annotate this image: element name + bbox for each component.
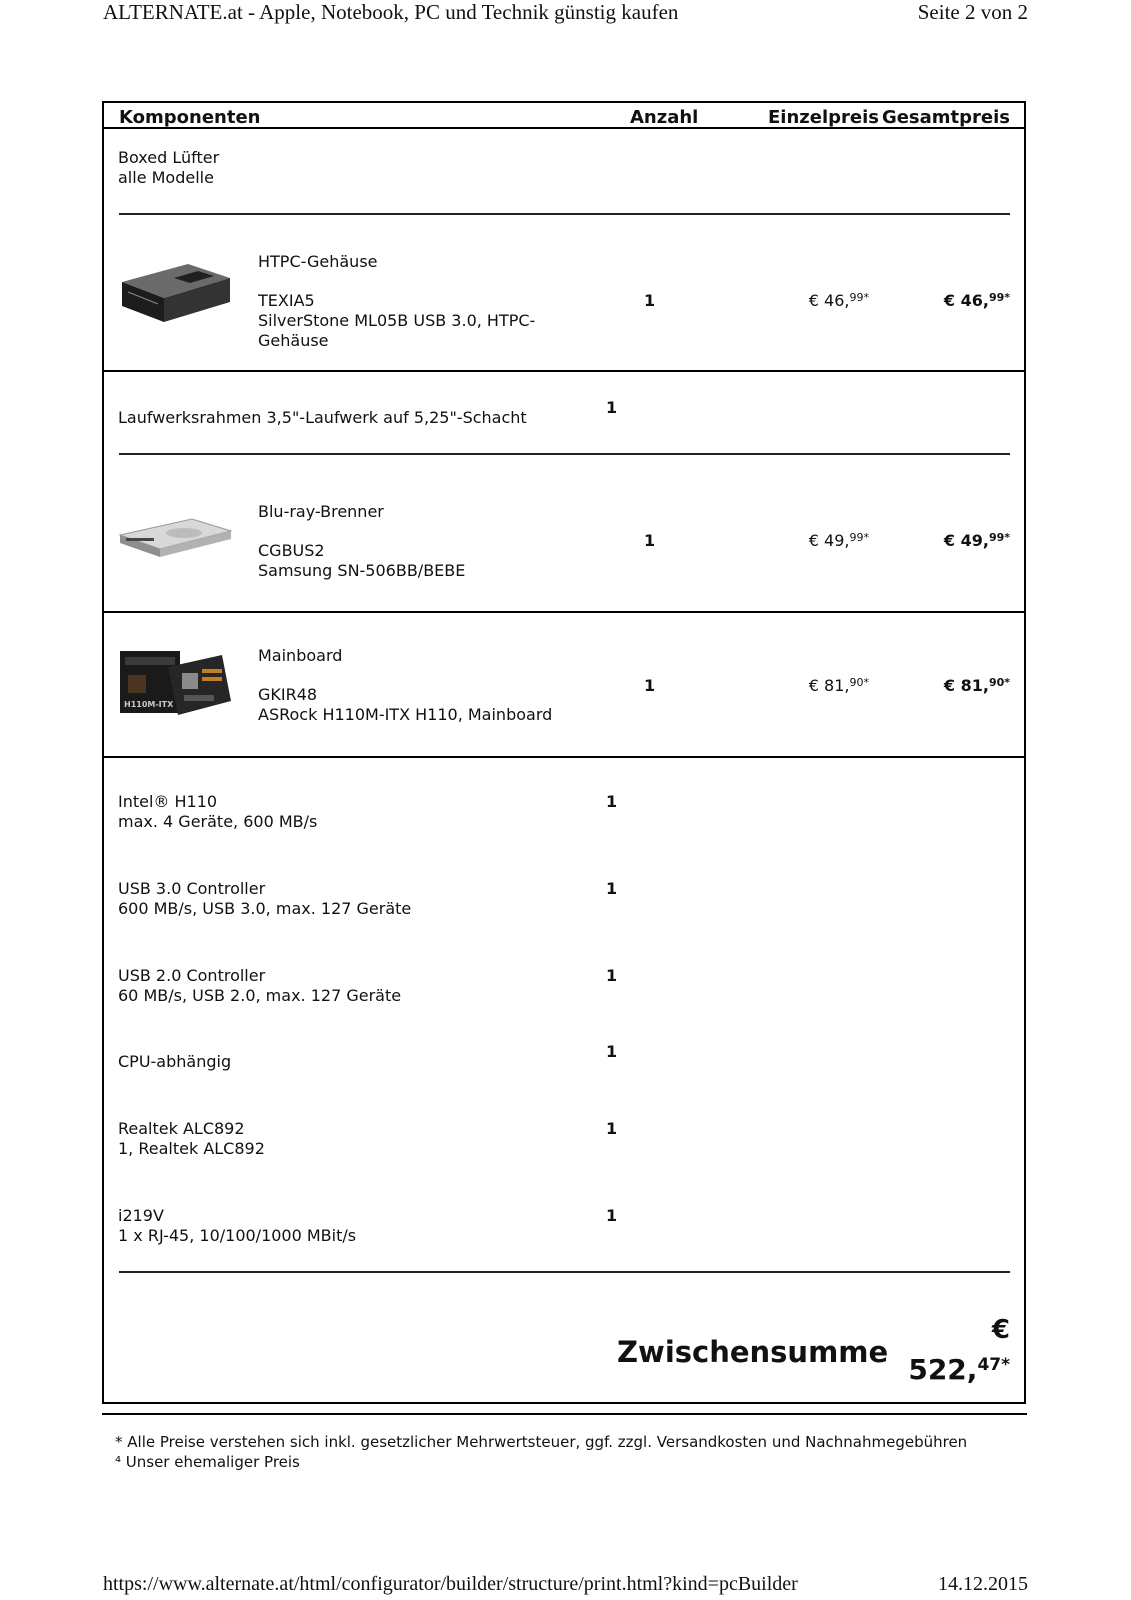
mainboard-name: ASRock H110M-ITX H110, Mainboard	[258, 705, 553, 724]
feature-title: USB 3.0 Controller	[118, 879, 266, 898]
subtotal-currency: €	[991, 1315, 1010, 1345]
feature-detail: 1, Realtek ALC892	[118, 1139, 265, 1158]
case-total-price: € 46,$^{99*}$	[943, 291, 1010, 310]
mainboard-category: Mainboard	[258, 646, 343, 665]
bluray-details	[258, 541, 465, 581]
feature-title: Intel® H110	[118, 792, 218, 811]
feature-quantity: 1	[606, 1206, 618, 1225]
feature-title: CPU-abhängig	[118, 1052, 232, 1071]
bluray-total-price: € 49,$^{99*}$	[943, 531, 1010, 550]
feature-quantity: 1	[606, 792, 618, 811]
fan-detail: alle Modelle	[118, 168, 214, 187]
row-divider	[104, 611, 1024, 613]
feature-quantity: 1	[606, 1042, 618, 1061]
mainboard-image	[118, 645, 233, 719]
feature-title: Realtek ALC892	[118, 1119, 245, 1138]
bay-frame-item: Laufwerksrahmen 3,5"-Laufwerk auf 5,25"-Schacht	[118, 408, 527, 427]
feature-title: i219V	[118, 1206, 164, 1225]
row-divider	[119, 213, 1010, 215]
feature-item	[118, 792, 317, 832]
mainboard-details	[258, 685, 552, 725]
case-code: TEXIA5	[258, 291, 315, 310]
feature-item	[118, 879, 411, 919]
feature-detail: 1 x RJ-45, 10/100/1000 MBit/s	[118, 1226, 357, 1245]
case-name-line1: SilverStone ML05B USB 3.0, HTPC-	[258, 311, 536, 330]
row-divider	[119, 453, 1010, 455]
mainboard-total-price: € 81,$^{90*}$	[943, 676, 1010, 695]
feature-item	[118, 1119, 265, 1159]
row-divider	[104, 756, 1024, 758]
header-unit-price: Einzelpreis	[768, 107, 879, 128]
case-quantity: 1	[644, 291, 656, 310]
feature-detail: max. 4 Geräte, 600 MB/s	[118, 812, 318, 831]
feature-quantity: 1	[606, 879, 618, 898]
fan-item	[118, 148, 219, 188]
feature-item	[118, 1052, 231, 1072]
header-divider	[104, 127, 1024, 129]
row-divider	[104, 370, 1024, 372]
bluray-name: Samsung SN-506BB/BEBE	[258, 561, 466, 580]
header-components: Komponenten	[119, 107, 261, 128]
feature-quantity: 1	[606, 1119, 618, 1138]
page-footer	[103, 1570, 1028, 1596]
bay-frame-quantity: 1	[606, 398, 618, 417]
page-number: Seite 2 von 2	[917, 0, 1028, 24]
print-date: 14.12.2015	[938, 1573, 1028, 1595]
bluray-code: CGBUS2	[258, 541, 325, 560]
page-header	[103, 0, 1028, 30]
htpc-case-image	[118, 256, 233, 326]
fan-title: Boxed Lüfter	[118, 148, 220, 167]
header-total-price: Gesamtpreis	[881, 107, 1010, 128]
mainboard-quantity: 1	[644, 676, 656, 695]
bluray-drive-image	[118, 517, 233, 563]
subtotal-label: Zwischensumme	[617, 1335, 889, 1369]
feature-item	[118, 966, 401, 1006]
case-name-line2: Gehäuse	[258, 331, 329, 350]
bluray-unit-price: € 49,$^{99*}$	[808, 531, 869, 550]
mainboard-code: GKIR48	[258, 685, 318, 704]
case-unit-price: € 46,$^{99*}$	[808, 291, 869, 310]
price-note: * Alle Preise verstehen sich inkl. gesetzlicher Mehrwertsteuer, ggf. zzgl. Versandkosten und Nachnahmegebühren	[115, 1433, 968, 1451]
case-category: HTPC-Gehäuse	[258, 252, 378, 271]
components-table	[102, 101, 1026, 1404]
feature-detail: 600 MB/s, USB 3.0, max. 127 Geräte	[118, 899, 412, 918]
svg-text:H110M-ITX: H110M-ITX	[124, 700, 174, 709]
notes-divider	[102, 1413, 1027, 1415]
case-details	[258, 291, 535, 351]
feature-item	[118, 1206, 356, 1246]
subtotal-divider	[119, 1271, 1010, 1273]
mainboard-unit-price: € 81,$^{90*}$	[808, 676, 869, 695]
bluray-quantity: 1	[644, 531, 656, 550]
former-price-note: ⁴ Unser ehemaliger Preis	[115, 1453, 300, 1471]
feature-quantity: 1	[606, 966, 618, 985]
subtotal-value: 522,$^{47*}$	[908, 1353, 1010, 1386]
page-url: https://www.alternate.at/html/configurator/builder/structure/print.html?kind=pcBuilder	[103, 1573, 798, 1595]
header-quantity: Anzahl	[630, 107, 699, 128]
feature-title: USB 2.0 Controller	[118, 966, 266, 985]
feature-detail: 60 MB/s, USB 2.0, max. 127 Geräte	[118, 986, 402, 1005]
page-header-title: ALTERNATE.at - Apple, Notebook, PC und Technik günstig kaufen	[103, 0, 679, 24]
bluray-category: Blu-ray-Brenner	[258, 502, 384, 521]
